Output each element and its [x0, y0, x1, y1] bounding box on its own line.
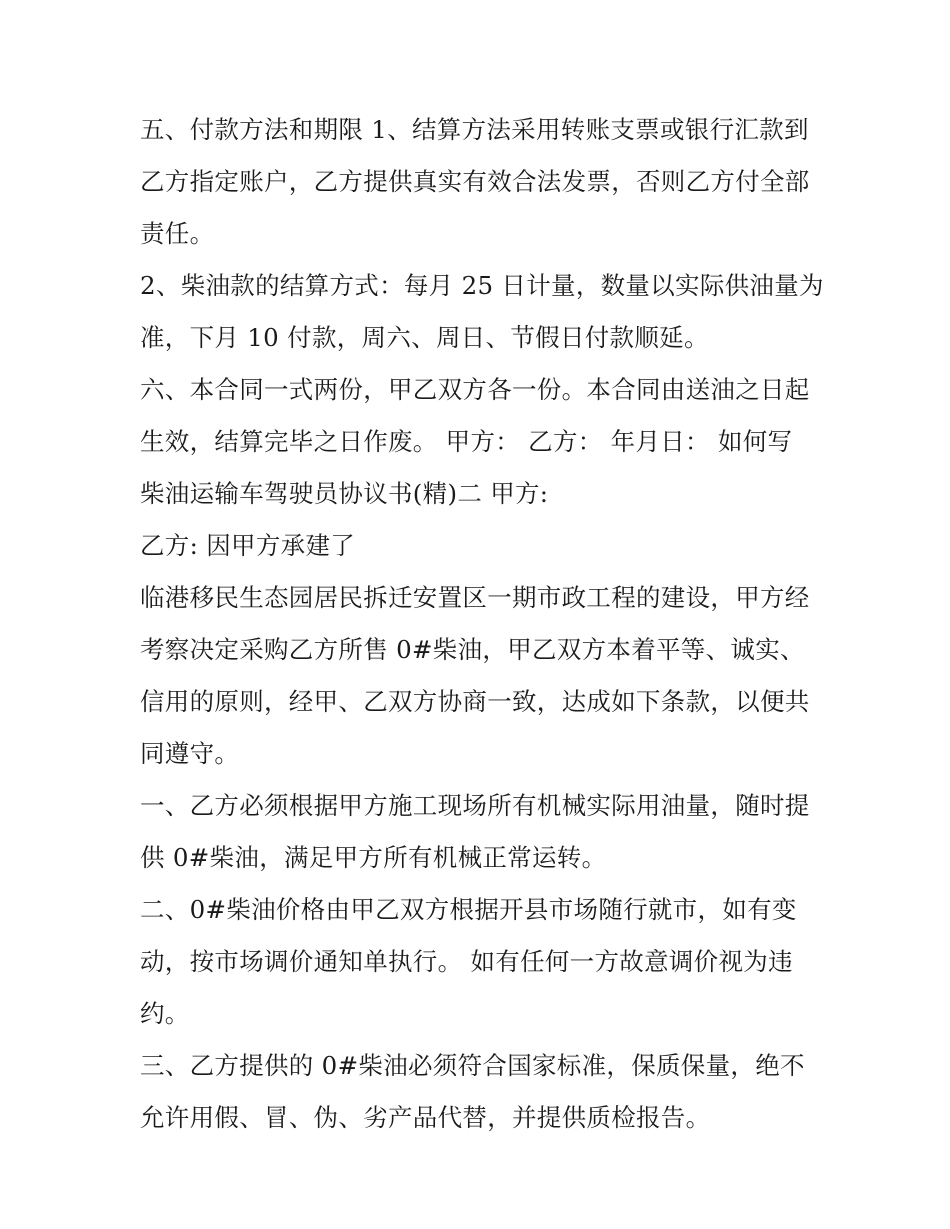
text-line: 一、乙方必须根据甲方施工现场所有机械实际用油量，随时提 [140, 791, 810, 820]
text-line: 乙方: 因甲方承建了 [140, 531, 356, 560]
text-line: 准，下月 10 付款，周六、周日、节假日付款顺延。 [140, 323, 709, 352]
text-line: 五、付款方法和期限 1、结算方法采用转账支票或银行汇款到 [140, 115, 809, 144]
text-line: 三、乙方提供的 0#柴油必须符合国家标准，保质保量，绝不 [140, 1051, 805, 1080]
paragraph-clause-one [140, 780, 820, 884]
paragraph-settlement-method [140, 260, 824, 364]
paragraph-payment-terms [140, 104, 820, 260]
text-line: 六、本合同一式两份，甲乙双方各一份。本合同由送油之日起 [140, 375, 810, 404]
document-body [140, 104, 824, 1144]
text-line: 考察决定采购乙方所售 0#柴油，甲乙双方本着平等、诚实、 [140, 635, 805, 664]
paragraph-project-background [140, 572, 820, 780]
paragraph-clause-three [140, 1040, 820, 1144]
text-line: 二、0#柴油价格由甲乙双方根据开县市场随行就市，如有变 [140, 895, 797, 924]
text-line: 乙方指定账户，乙方提供真实有效合法发票，否则乙方付全部 [140, 167, 810, 196]
text-line: 供 0#柴油，满足甲方所有机械正常运转。 [140, 843, 607, 872]
text-line: 生效，结算完毕之日作废。 甲方： 乙方： 年月日： 如何写 [140, 427, 793, 456]
text-line: 允许用假、冒、伪、劣产品代替，并提供质检报告。 [140, 1103, 711, 1132]
text-line: 责任。 [140, 219, 215, 248]
text-line: 动，按市场调价通知单执行。 如有任何一方故意调价视为违 [140, 947, 793, 976]
text-line: 同遵守。 [140, 739, 240, 768]
paragraph-contract-copies [140, 364, 820, 520]
paragraph-party-b [140, 520, 820, 572]
text-line: 约。 [140, 999, 190, 1028]
text-line: 柴油运输车驾驶员协议书(精)二 甲方: [140, 479, 549, 508]
text-line: 临港移民生态园居民拆迁安置区一期市政工程的建设，甲方经 [140, 583, 810, 612]
text-line: 信用的原则，经甲、乙双方协商一致，达成如下条款，以便共 [140, 687, 810, 716]
text-line: 2、柴油款的结算方式：每月 25 日计量，数量以实际供油量为 [140, 271, 824, 300]
paragraph-clause-two [140, 884, 820, 1040]
